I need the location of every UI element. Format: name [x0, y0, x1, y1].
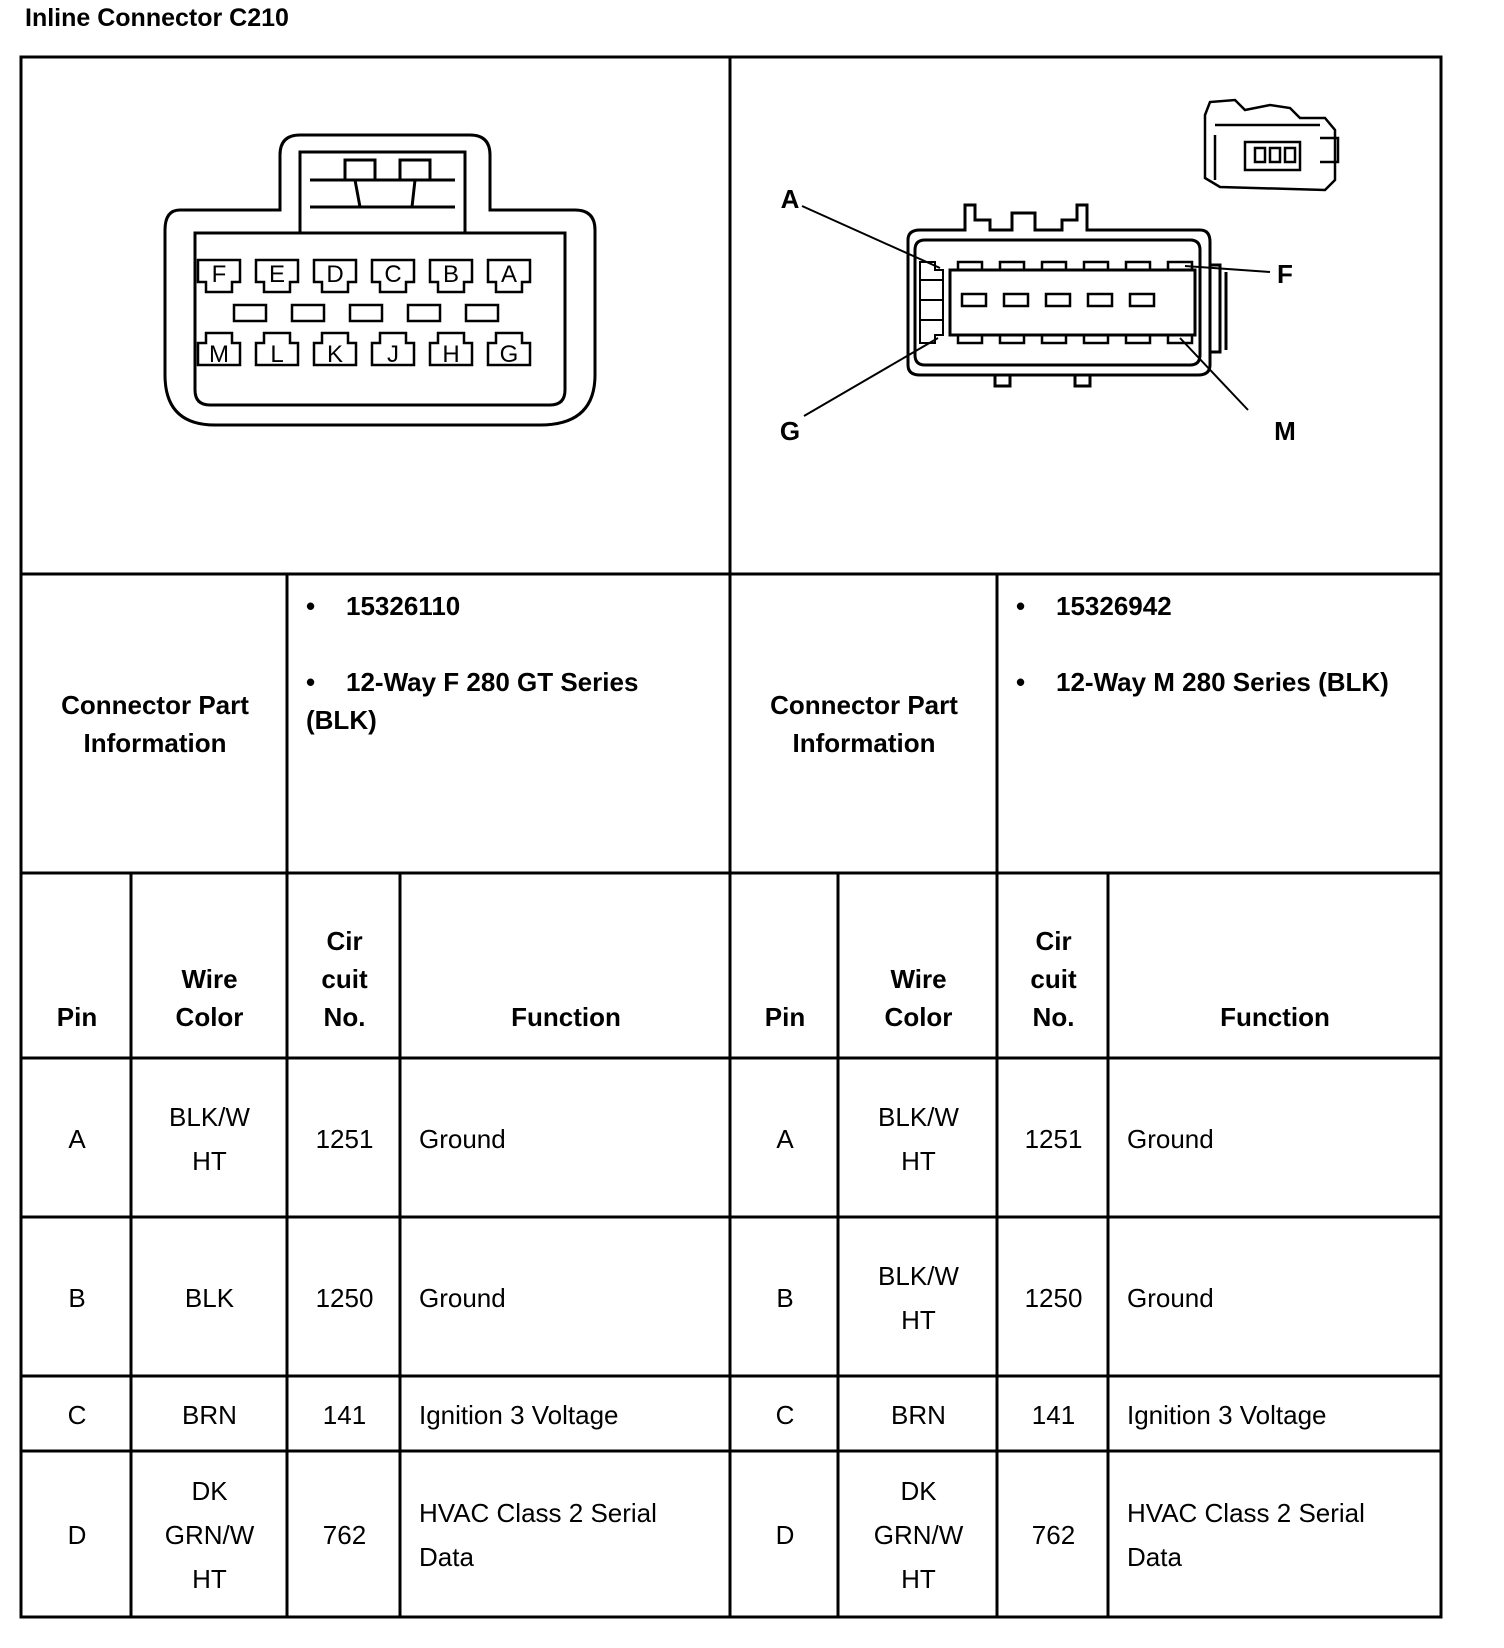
terminal-slots [958, 262, 1192, 343]
header-function: Function [511, 1002, 621, 1032]
header-circuit-no: Cir cuit No. [321, 926, 368, 1032]
pin-label: B [442, 261, 460, 288]
header-circuit-no: Cir cuit No. [1030, 926, 1077, 1032]
cell-circuit-no: 141 [1031, 1399, 1076, 1430]
cell-circuit-no: 141 [322, 1399, 367, 1430]
right-part-info-label: Connector Part Information [770, 690, 958, 758]
cell-wire-color: BLK/W HT [878, 1101, 959, 1176]
pin-label: F [211, 261, 227, 288]
cell-circuit-no: 1251 [1024, 1123, 1083, 1154]
pin-label: J [387, 341, 399, 368]
female-connector-face-diagram [150, 125, 610, 430]
cell-wire-color: BLK/W HT [878, 1260, 959, 1335]
left-part-info-label: Connector Part Information [61, 690, 249, 758]
part-number: • 15326110 [306, 591, 461, 621]
pin-label: K [326, 341, 344, 368]
cell-pin: B [68, 1282, 86, 1313]
cell-wire-color: BLK/W HT [169, 1101, 250, 1176]
callout-line-f [1185, 266, 1270, 272]
pin-label: C [384, 261, 402, 288]
pin-label: D [326, 261, 344, 288]
cell-function: HVAC Class 2 Serial Data [419, 1497, 657, 1572]
cell-circuit-no: 1250 [315, 1282, 374, 1313]
pin-row-bottom [198, 333, 530, 365]
part-description: • 12-Way F 280 GT Series (BLK) [306, 667, 639, 735]
cell-pin: D [775, 1519, 795, 1550]
right-part-info-list [1000, 577, 1438, 871]
callout-label-a: A [780, 184, 800, 214]
cell-pin: C [775, 1399, 795, 1430]
connector-isometric-icon [1205, 100, 1338, 190]
cell-function: Ground [419, 1282, 506, 1313]
pin-row-top [198, 260, 530, 292]
pin-row-middle [234, 305, 498, 321]
page-title: Inline Connector C210 [25, 4, 289, 32]
cell-pin: A [68, 1123, 86, 1154]
pin-label: E [268, 261, 286, 288]
callout-label-g: G [779, 416, 801, 446]
cell-wire-color: DK GRN/W HT [873, 1475, 964, 1594]
cell-function: Ground [1127, 1123, 1214, 1154]
header-wire-color: Wire Color [175, 964, 244, 1032]
pin-label: A [500, 261, 518, 288]
header-wire-color: Wire Color [884, 964, 953, 1032]
cell-circuit-no: 1251 [315, 1123, 374, 1154]
header-function: Function [1220, 1002, 1330, 1032]
part-description: • 12-Way M 280 Series (BLK) [1016, 667, 1389, 697]
pin-label: M [209, 341, 229, 368]
header-pin: Pin [56, 1002, 98, 1032]
cell-pin: C [67, 1399, 87, 1430]
male-connector-diagram [779, 90, 1390, 470]
callout-line-g [804, 338, 938, 416]
left-part-info-list [290, 577, 728, 871]
cell-pin: A [776, 1123, 794, 1154]
cell-wire-color: BLK [184, 1282, 235, 1313]
pin-label: G [499, 341, 519, 368]
cell-function: HVAC Class 2 Serial Data [1127, 1497, 1365, 1572]
cell-circuit-no: 762 [322, 1519, 367, 1550]
cell-circuit-no: 1250 [1024, 1282, 1083, 1313]
cell-function: Ground [419, 1123, 506, 1154]
cell-pin: B [776, 1282, 794, 1313]
cell-wire-color: DK GRN/W HT [164, 1475, 255, 1594]
cell-wire-color: BRN [182, 1399, 237, 1430]
cell-circuit-no: 762 [1031, 1519, 1076, 1550]
header-pin: Pin [764, 1002, 806, 1032]
part-number: • 15326942 [1016, 591, 1172, 621]
cell-function: Ground [1127, 1282, 1214, 1313]
callout-label-m: M [1274, 416, 1296, 446]
cell-pin: D [67, 1519, 87, 1550]
cell-wire-color: BRN [891, 1399, 946, 1430]
callout-label-f: F [1277, 259, 1293, 289]
pin-label: L [270, 341, 284, 368]
cell-function: Ignition 3 Voltage [419, 1399, 619, 1430]
cell-function: Ignition 3 Voltage [1127, 1399, 1327, 1430]
pin-label: H [442, 341, 460, 368]
callout-line-a [802, 206, 940, 268]
